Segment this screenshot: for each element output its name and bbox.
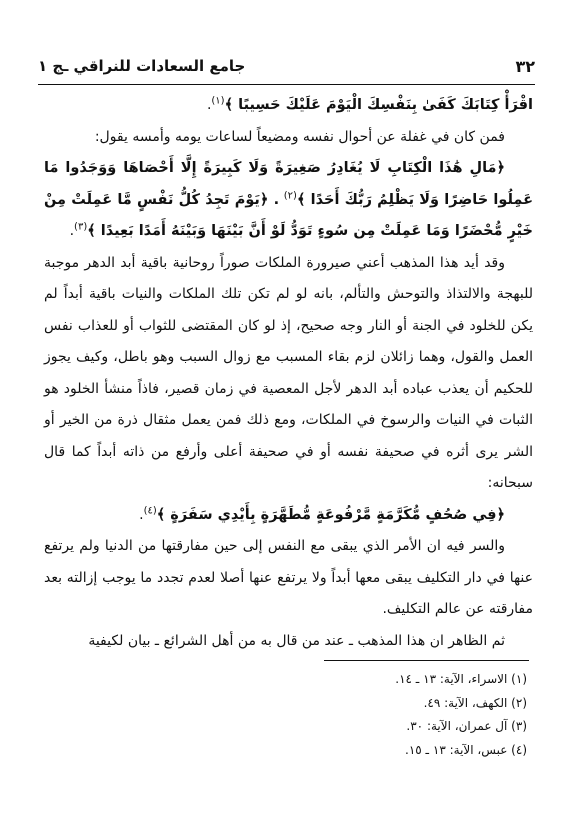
paragraph-6: والسر فيه ان الأمر الذي يبقى مع النفس إلى حين مفارقتها من الدنيا ولم يرتفع عنها في دار التكليف يبقى معها أبداً ولا يرتفع عنها أصلا لعدم تجدد ما يوجب إزالته بعد مفارقته عن عالم التكليف. bbox=[44, 538, 533, 617]
page-number: ٣٢ bbox=[515, 56, 535, 76]
footnotes bbox=[44, 668, 527, 762]
paragraph-7: ثم الظاهر ان هذا المذهب ـ عند من قال به من أهل الشرائع ـ بيان لكيفية bbox=[88, 632, 505, 649]
footnote-item: (١) الاسراء، الآية: ١٣ ـ ١٤. bbox=[395, 672, 527, 686]
footnote-item: (٢) الكهف، الآية: ٤٩. bbox=[423, 695, 527, 710]
paragraph-3 bbox=[44, 153, 533, 248]
footnote-marker: (١) bbox=[211, 95, 225, 107]
footnote-item: (٣) آل عمران، الآية: ٣٠. bbox=[406, 719, 527, 733]
punctuation: . bbox=[69, 223, 75, 239]
book-title: جامع السعادات للنراقي ـج ١ bbox=[38, 57, 246, 75]
paragraph-5 bbox=[44, 500, 533, 532]
header-rule bbox=[38, 84, 535, 85]
quran-verse: ﴿فِي صُحُفٍ مُّكَرَّمَةٍ مَّرْفُوعَةٍ مُّطَهَّرَةٍ بِأَيْدِي سَفَرَةٍ ﴾ bbox=[156, 506, 505, 523]
footnote-marker: (٢) bbox=[283, 189, 297, 201]
footnote-item: (٤) عبس، الآية: ١٣ ـ ١٥. bbox=[405, 742, 527, 757]
quran-verse: اقْرَأْ كِتَابَكَ كَفَىٰ بِنَفْسِكَ الْيَوْمَ عَلَيْكَ حَسِيبًا ﴾ bbox=[224, 97, 533, 113]
quran-verse: ﴿مَالِ هَٰذَا الْكِتَابِ لَا يُغَادِرُ صَغِيرَةً وَلَا كَبِيرَةً إِلَّا أَحْصَاهَا وَوَجَدُوا مَا عَمِلُوا حَاضِرًا وَلَا يَظْلِمُ رَبُّكَ أَحَدًا ﴾ bbox=[44, 160, 534, 208]
quran-verse: . ﴿يَوْمَ تَجِدُ كُلُّ نَفْسٍ مَّا عَمِلَتْ مِنْ خَيْرٍ مُّحْضَرًا وَمَا عَمِلَتْ مِن سُوءٍ تَوَدُّ لَوْ أَنَّ بَيْنَهَا وَبَيْنَهُ أَمَدًا بَعِيدًا ﴾ bbox=[44, 191, 533, 239]
paragraph-2: فمن كان في غفلة عن أحوال نفسه ومضيعاً لساعات يومه وأمسه يقول: bbox=[94, 128, 505, 145]
main-text bbox=[44, 90, 533, 657]
footnote-marker: (٣) bbox=[74, 221, 88, 233]
page-header bbox=[38, 54, 535, 78]
footnote-marker: (٤) bbox=[143, 504, 157, 516]
footnote-rule bbox=[324, 660, 529, 661]
punctuation: . bbox=[206, 97, 212, 113]
paragraph-4: وقد أيد هذا المذهب أعني صيرورة الملكات صوراً روحانية باقية أبد الدهر موجبة للبهجة والالتذاذ والتوحش والتألم، بانه لو لم تكن تلك الملكات والنيات باقية أبداً لم يكن للخلود في الجنة أو النار وجه صحيح، إذ لو كان المقتضى للثواب أو للعذاب نفس العمل والقول، وهما زائلان لزم بقاء المسبب مع زوال السبب وهو باطل، وكيف يجوز للحكيم أن يعذب عباده أبد الدهر لأجل المعصية في زمان قصير، فاذاً منشأ الخلود هو الثبات في النيات والرسوخ في الملكات، ومع ذلك فمن يعمل مثقال ذرة من الخير أو الشر يرى أثره في صحيفة نفسه أو في صحيفة أعلى وأرفع من ذاته أبداً كما قال سبحانه: bbox=[44, 254, 533, 491]
punctuation: . bbox=[139, 506, 144, 523]
paragraph-1 bbox=[44, 90, 533, 122]
